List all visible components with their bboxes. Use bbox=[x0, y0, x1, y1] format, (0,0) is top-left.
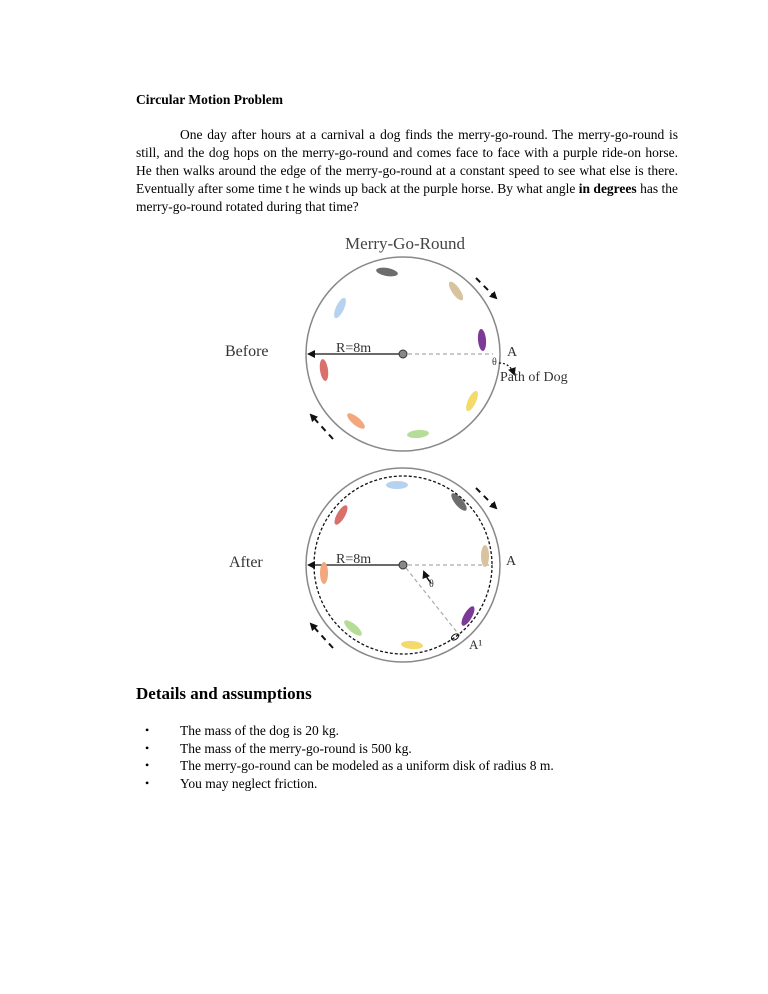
assumptions-list bbox=[136, 722, 554, 792]
after-diagram bbox=[229, 468, 517, 662]
before-point-a: A bbox=[507, 345, 518, 360]
after-label: After bbox=[229, 554, 263, 571]
before-horse-yellow bbox=[464, 389, 481, 412]
after-point-a1: A¹ bbox=[469, 637, 483, 652]
problem-text-end: has the merry-go-round rotated during that time? bbox=[136, 181, 679, 214]
problem-text-start: One day after hours at a carnival a dog finds the merry-go-round. The merry-go-round is still, and the dog hops on the merry-go-round and comes face to face with a purple ride-on horse. He then walks around the edge of the merry-go-round at a constant speed to see what else is there. Eventually after some time t he winds up back at the purple horse. By what angle bbox=[136, 127, 678, 196]
before-horse-orange bbox=[345, 411, 367, 431]
after-horse-tan bbox=[481, 545, 489, 567]
assumption-item: • The mass of the merry-go-round is 500 kg. bbox=[136, 740, 554, 758]
assumption-item: • The mass of the dog is 20 kg. bbox=[136, 722, 554, 740]
assumption-item: • You may neglect friction. bbox=[136, 775, 554, 793]
dog-marker bbox=[450, 633, 459, 642]
before-theta: θ bbox=[492, 357, 497, 368]
problem-title: Circular Motion Problem bbox=[136, 92, 283, 107]
before-horse-red bbox=[319, 359, 330, 382]
after-horse-blue bbox=[386, 481, 408, 489]
after-point-a: A bbox=[506, 554, 517, 569]
details-heading: Details and assumptions bbox=[136, 684, 312, 703]
diagram-title: Merry-Go-Round bbox=[345, 234, 465, 253]
before-diagram bbox=[225, 257, 568, 451]
after-horse-orange bbox=[320, 562, 328, 584]
after-theta: θ bbox=[429, 579, 434, 590]
before-horse-green bbox=[407, 429, 430, 439]
before-horse-blue bbox=[332, 296, 349, 319]
before-horse-purple bbox=[477, 329, 487, 352]
after-radius-label: R=8m bbox=[336, 552, 372, 567]
before-center-pivot bbox=[399, 350, 407, 358]
after-center-pivot bbox=[399, 561, 407, 569]
assumption-item: • The merry-go-round can be modeled as a uniform disk of radius 8 m. bbox=[136, 757, 554, 775]
before-horse-gray bbox=[375, 266, 398, 278]
path-of-dog-label: Path of Dog bbox=[500, 370, 568, 385]
problem-statement bbox=[136, 126, 678, 216]
before-rotation-arrow-top bbox=[476, 278, 496, 298]
after-horse-purple bbox=[459, 604, 477, 627]
after-horse-green bbox=[342, 618, 364, 638]
before-radius-label: R=8m bbox=[336, 341, 372, 356]
before-horse-tan bbox=[446, 280, 465, 303]
before-label: Before bbox=[225, 343, 269, 360]
after-horse-yellow bbox=[401, 640, 424, 650]
problem-text-emphasis: in degrees bbox=[578, 181, 637, 196]
merry-go-round-diagram bbox=[200, 226, 600, 666]
after-horse-gray bbox=[449, 491, 469, 513]
